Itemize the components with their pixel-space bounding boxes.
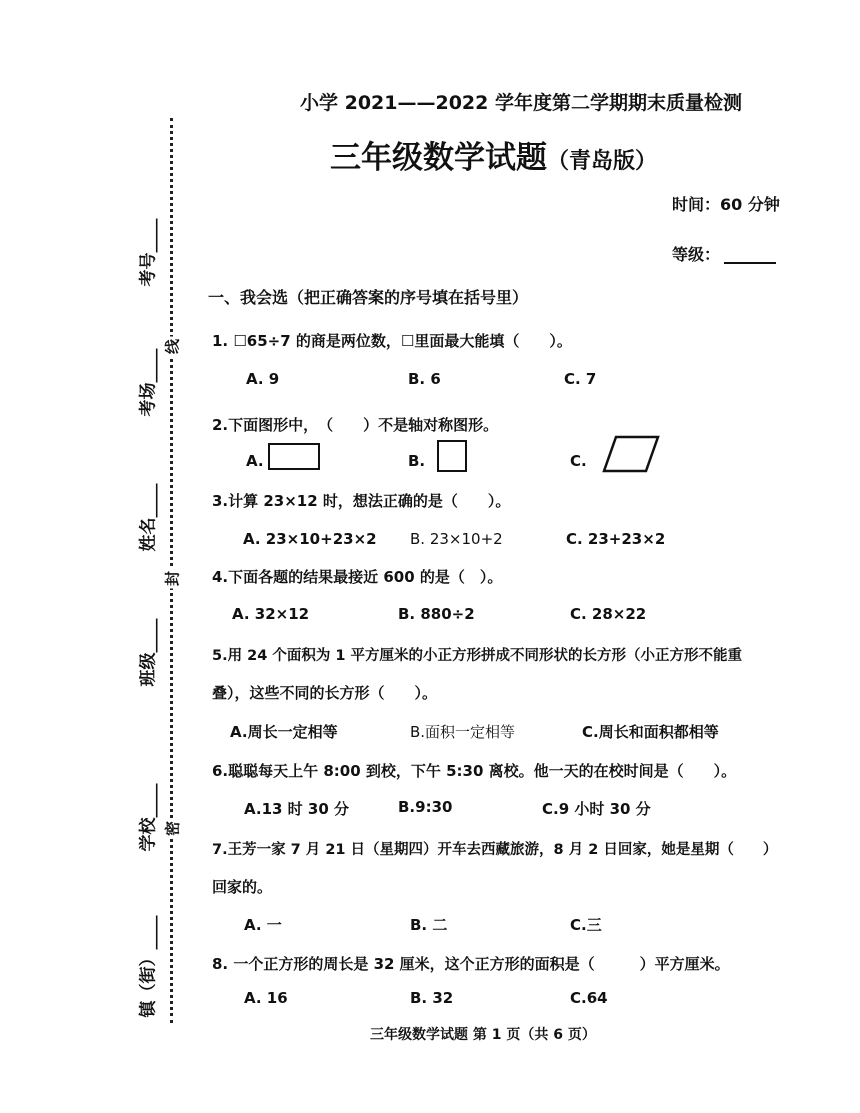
- question-2: 2.下面图形中， （ ）不是轴对称图形。: [212, 416, 499, 434]
- q2-rectangle-shape: [268, 443, 320, 470]
- q8-option-c: C.64: [570, 989, 608, 1007]
- exam-term-title: 小学 2021——2022 学年度第二学期期末质量检测: [300, 92, 742, 114]
- school-field: 学校____: [138, 783, 159, 852]
- q2-option-c: C.: [570, 452, 587, 470]
- seal-seal-mark: 封: [162, 569, 183, 589]
- q2-square-shape: [437, 440, 467, 472]
- town-field: 镇（街）____: [138, 915, 159, 1018]
- exam-title: [330, 132, 750, 177]
- q2-option-a: A.: [246, 452, 264, 470]
- q3-option-c: C. 23+23×2: [566, 530, 666, 548]
- q2-parallelogram-shape: [600, 434, 662, 474]
- q4-option-b: B. 880÷2: [398, 605, 475, 623]
- question-5: 5.用 24 个面积为 1 平方厘米的小正方形拼成不同形状的长方形（小正方形不能重: [212, 648, 743, 664]
- seal-line-mark: 线: [162, 337, 183, 357]
- grade-label: 等级：: [672, 245, 721, 264]
- exam-title-text: 三年级数学试题: [330, 140, 547, 176]
- q7-option-a: A. 一: [244, 916, 282, 934]
- question-7: 7.王芳一家 7 月 21 日（星期四）开车去西藏旅游，8 月 2 日回家，她是星期（ ）: [212, 842, 778, 858]
- exam-number-field: 考号____: [138, 218, 159, 287]
- question-4: 4.下面各题的结果最接近 600 的是（ ）。: [212, 568, 503, 586]
- q6-option-a: A.13 时 30 分: [244, 800, 350, 818]
- student-name-field: 姓名____: [138, 483, 159, 552]
- class-field: 班级____: [138, 618, 159, 687]
- q6-option-c: C.9 小时 30 分: [542, 800, 651, 818]
- q4-option-a: A. 32×12: [232, 605, 310, 623]
- q1-option-c: C. 7: [564, 370, 597, 388]
- page-footer: 三年级数学试题 第 1 页（共 6 页）: [370, 1027, 596, 1043]
- exam-edition: （青岛版）: [547, 149, 658, 174]
- q7-option-b: B. 二: [410, 916, 448, 934]
- q8-option-b: B. 32: [410, 989, 454, 1007]
- q5-option-a: A.周长一定相等: [230, 723, 338, 741]
- exam-time: 时间：60 分钟: [672, 195, 780, 214]
- question-3: 3.计算 23×12 时，想法正确的是（ ）。: [212, 492, 511, 510]
- section-heading: 一、我会选（把正确答案的序号填在括号里）: [208, 288, 529, 307]
- q6-option-b: B.9:30: [398, 798, 453, 816]
- seal-secret-mark: 密: [162, 819, 183, 839]
- q8-option-a: A. 16: [244, 989, 288, 1007]
- q1-option-a: A. 9: [246, 370, 280, 388]
- question-6: 6.聪聪每天上午 8:00 到校，下午 5:30 离校。他一天的在校时间是（ ）。: [212, 762, 737, 780]
- grade-blank: [724, 248, 776, 264]
- question-1: 1. ☐65÷7 的商是两位数，☐里面最大能填（ ）。: [212, 332, 572, 350]
- question-7-cont: 回家的。: [212, 878, 273, 896]
- q4-option-c: C. 28×22: [570, 605, 647, 623]
- q3-option-b: B. 23×10+2: [410, 530, 503, 548]
- question-5-cont: 叠），这些不同的长方形（ ）。: [212, 684, 438, 702]
- q3-option-a: A. 23×10+23×2: [243, 530, 377, 548]
- q2-option-b: B.: [408, 452, 426, 470]
- q7-option-c: C.三: [570, 916, 602, 934]
- grade-row: [672, 242, 776, 265]
- exam-room-field: 考场____: [138, 348, 159, 417]
- q1-option-b: B. 6: [408, 370, 441, 388]
- q5-option-c: C.周长和面积都相等: [582, 723, 719, 741]
- question-8: 8. 一个正方形的周长是 32 厘米，这个正方形的面积是（ ）平方厘米。: [212, 955, 730, 973]
- q5-option-b: B.面积一定相等: [410, 723, 516, 741]
